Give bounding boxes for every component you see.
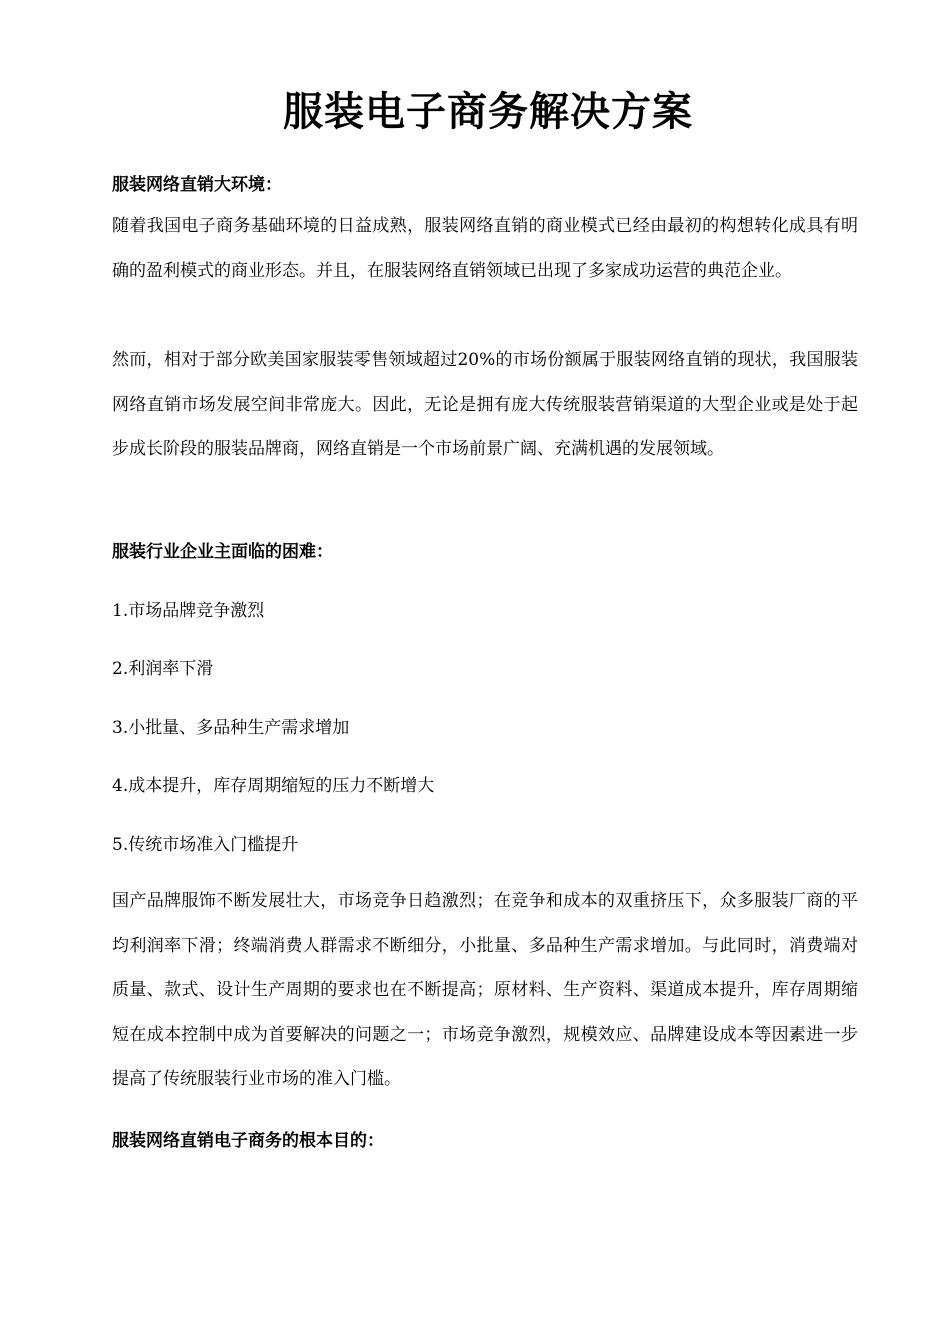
section-heading-difficulties: 服装行业企业主面临的困难： bbox=[112, 542, 333, 562]
paragraph-environment-1: 随着我国电子商务基础环境的日益成熟，服装网络直销的商业模式已经由最初的构想转化成具有明确的盈利模式的商业形态。并且，在服装网络直销领域已出现了多家成功运营的典范企业。 bbox=[112, 216, 858, 281]
paragraph-environment-2: 然而，相对于部分欧美国家服装零售领域超过20%的市场份额属于服装网络直销的现状，我国服装网络直销市场发展空间非常庞大。因此，无论是拥有庞大传统服装营销渠道的大型企业或是处于起步成长阶段的服装品牌商，网络直销是一个市场前景广阔、充满机遇的发展领域。 bbox=[112, 350, 858, 459]
document-title: 服装电子商务解决方案 bbox=[283, 88, 693, 135]
list-item-difficulty-2: 2.利润率下滑 bbox=[112, 659, 214, 679]
list-item-difficulty-5: 5.传统市场准入门槛提升 bbox=[112, 835, 299, 855]
section-heading-purpose: 服装网络直销电子商务的根本目的： bbox=[112, 1131, 384, 1151]
list-item-difficulty-3: 3.小批量、多品种生产需求增加 bbox=[112, 718, 350, 738]
paragraph-difficulties: 国产品牌服饰不断发展壮大，市场竞争日趋激烈；在竞争和成本的双重挤压下，众多服装厂商的平均利润率下滑；终端消费人群需求不断细分，小批量、多品种生产需求增加。与此同时，消费端对质量、款式、设计生产周期的要求也在不断提高；原材料、生产资料、渠道成本提升，库存周期缩短在成本控制中成为首要解决的问题之一；市场竞争激烈，规模效应、品牌建设成本等因素进一步提高了传统服装行业市场的准入门槛。 bbox=[112, 891, 858, 1089]
list-item-difficulty-1: 1.市场品牌竞争激烈 bbox=[112, 601, 265, 621]
list-item-difficulty-4: 4.成本提升，库存周期缩短的压力不断增大 bbox=[112, 776, 435, 796]
section-heading-environment: 服装网络直销大环境： bbox=[112, 175, 282, 195]
